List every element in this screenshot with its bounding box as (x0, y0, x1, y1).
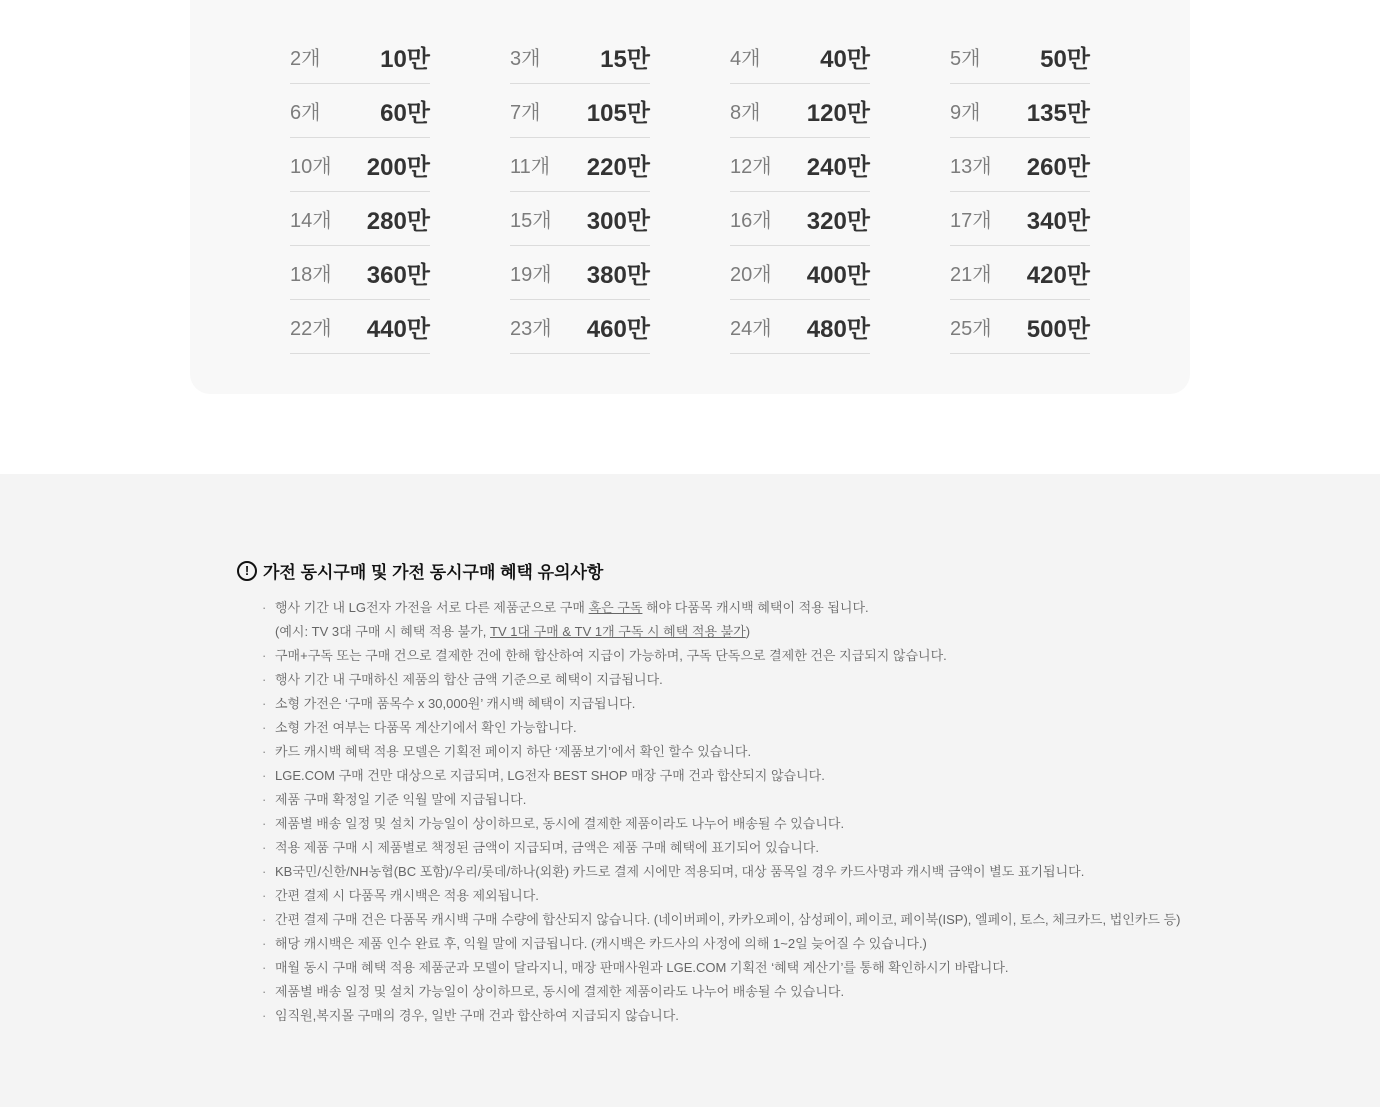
bullet: · (262, 720, 267, 735)
cashback-amount: 120만 (806, 100, 870, 127)
notice-text: ) (745, 624, 751, 639)
notice-text: 행사 기간 내 구매하신 제품의 합산 금액 기준으로 혜택이 지급됩니다. (275, 672, 663, 687)
quantity-label: 24개 (730, 318, 772, 340)
cashback-amount: 40만 (820, 46, 870, 73)
notice-item (262, 1004, 1262, 1028)
bullet: · (262, 696, 267, 711)
notice-item-example (262, 620, 1262, 644)
notice-item (262, 644, 1262, 668)
notice-text: 임직원,복지몰 구매의 경우, 일반 구매 건과 합산하여 지급되지 않습니다. (275, 1008, 679, 1023)
notice-text: (예시: TV 3대 구매 시 혜택 적용 불가, (275, 624, 490, 639)
quantity-label: 2개 (290, 48, 321, 70)
bullet: · (262, 1008, 267, 1023)
quantity-label: 8개 (730, 102, 761, 124)
cashback-cell (730, 246, 870, 300)
cashback-cell (290, 138, 430, 192)
notice-text: 간편 결제 시 다품목 캐시백은 적용 제외됩니다. (275, 888, 539, 903)
cashback-cell (290, 192, 430, 246)
quantity-label: 5개 (950, 48, 981, 70)
alert-circle-icon: ! (237, 561, 257, 581)
quantity-label: 21개 (950, 264, 992, 286)
notice-text: 매월 동시 구매 혜택 적용 제품군과 모델이 달라지니, 매장 판매사원과 LGE.COM 기획전 ‘혜택 계산기’를 통해 확인하시기 바랍니다. (275, 960, 1009, 975)
cashback-cell (950, 84, 1090, 138)
notice-title: 가전 동시구매 및 가전 동시구매 혜택 유의사항 (263, 563, 604, 582)
notice-text: 소형 가전은 ‘구매 품목수 x 30,000원’ 캐시백 혜택이 지급됩니다. (275, 696, 636, 711)
cashback-amount: 135만 (1026, 100, 1090, 127)
notice-text: 적용 제품 구매 시 제품별로 책정된 금액이 지급되며, 금액은 제품 구매 혜택에 표기되어 있습니다. (275, 840, 819, 855)
quantity-label: 16개 (730, 210, 772, 232)
notice-header (237, 558, 603, 583)
quantity-label: 22개 (290, 318, 332, 340)
cashback-cell (510, 300, 650, 354)
bullet: · (262, 792, 267, 807)
cashback-cell (290, 246, 430, 300)
notice-text: KB국민/신한/NH농협(BC 포함)/우리/롯데/하나(외환) 카드로 결제 시에만 적용되며, 대상 품목일 경우 카드사명과 캐시백 금액이 별도 표기됩니다. (275, 864, 1085, 879)
notice-underlined-text: TV 1대 구매 & TV 1개 구독 시 혜택 적용 불가 (490, 624, 746, 639)
bullet: · (262, 840, 267, 855)
cashback-cell (950, 192, 1090, 246)
cashback-amount: 460만 (586, 316, 650, 343)
notice-text: 해야 다품목 캐시백 혜택이 적용 됩니다. (642, 600, 869, 615)
notice-section (0, 474, 1380, 1107)
quantity-label: 11개 (510, 156, 551, 178)
cashback-amount: 240만 (806, 154, 870, 181)
notice-text: 해당 캐시백은 제품 인수 완료 후, 익월 말에 지급됩니다. (캐시백은 카드사의 사정에 의해 1~2일 늦어질 수 있습니다.) (275, 936, 927, 951)
notice-text: 제품 구매 확정일 기준 익월 말에 지급됩니다. (275, 792, 527, 807)
notice-item (262, 692, 1262, 716)
bullet: · (262, 768, 267, 783)
cashback-amount: 380만 (586, 262, 650, 289)
notice-text: 간편 결제 구매 건은 다품목 캐시백 구매 수량에 합산되지 않습니다. (네이버페이, 카카오페이, 삼성페이, 페이코, 페이북(ISP), 엘페이, 토스, 체크카드, 법인카드 등) (275, 912, 1181, 927)
cashback-amount: 440만 (366, 316, 430, 343)
quantity-label: 10개 (290, 156, 332, 178)
quantity-label: 20개 (730, 264, 772, 286)
notice-item (262, 788, 1262, 812)
cashback-cell (730, 300, 870, 354)
bullet: · (262, 648, 267, 663)
cashback-cell (730, 84, 870, 138)
quantity-label: 14개 (290, 210, 332, 232)
cashback-amount: 360만 (366, 262, 430, 289)
cashback-cell (510, 192, 650, 246)
quantity-label: 17개 (950, 210, 992, 232)
cashback-cell (950, 138, 1090, 192)
notice-item (262, 836, 1262, 860)
notice-item (262, 860, 1262, 884)
cashback-amount: 50만 (1040, 46, 1090, 73)
cashback-amount: 480만 (806, 316, 870, 343)
cashback-amount: 400만 (806, 262, 870, 289)
cashback-table-card (190, 0, 1190, 394)
cashback-amount: 15만 (600, 46, 650, 73)
bullet: · (262, 888, 267, 903)
notice-list (262, 596, 1262, 1028)
cashback-cell (510, 246, 650, 300)
quantity-label: 23개 (510, 318, 552, 340)
notice-item (262, 740, 1262, 764)
notice-text: 소형 가전 여부는 다품목 계산기에서 확인 가능합니다. (275, 720, 577, 735)
cashback-amount: 60만 (380, 100, 430, 127)
quantity-label: 7개 (510, 102, 541, 124)
bullet: · (262, 672, 267, 687)
notice-item (262, 908, 1262, 932)
quantity-label: 15개 (510, 210, 552, 232)
notice-text: 제품별 배송 일정 및 설치 가능일이 상이하므로, 동시에 결제한 제품이라도 나누어 배송될 수 있습니다. (275, 984, 845, 999)
bullet: · (262, 984, 267, 999)
quantity-label: 13개 (950, 156, 992, 178)
bullet: · (262, 960, 267, 975)
notice-item (262, 716, 1262, 740)
cashback-cell (730, 192, 870, 246)
notice-item (262, 884, 1262, 908)
cashback-amount: 10만 (380, 46, 430, 73)
notice-item (262, 764, 1262, 788)
cashback-amount: 340만 (1026, 208, 1090, 235)
bullet: · (262, 936, 267, 951)
notice-underlined-text: 혹은 구독 (588, 600, 643, 615)
bullet: · (262, 864, 267, 879)
quantity-label: 4개 (730, 48, 761, 70)
cashback-grid (290, 30, 1090, 354)
cashback-amount: 260만 (1026, 154, 1090, 181)
cashback-amount: 300만 (586, 208, 650, 235)
quantity-label: 25개 (950, 318, 992, 340)
cashback-amount: 500만 (1026, 316, 1090, 343)
notice-item (262, 932, 1262, 956)
cashback-cell (510, 138, 650, 192)
cashback-cell (730, 30, 870, 84)
notice-text: 카드 캐시백 혜택 적용 모델은 기획전 페이지 하단 ‘제품보기’에서 확인 할수 있습니다. (275, 744, 752, 759)
quantity-label: 9개 (950, 102, 981, 124)
bullet: · (262, 600, 267, 615)
cashback-cell (950, 246, 1090, 300)
notice-text: 행사 기간 내 LG전자 가전을 서로 다른 제품군으로 구매 (275, 600, 589, 615)
notice-text: 제품별 배송 일정 및 설치 가능일이 상이하므로, 동시에 결제한 제품이라도 나누어 배송될 수 있습니다. (275, 816, 845, 831)
cashback-cell (510, 84, 650, 138)
notice-item (262, 668, 1262, 692)
cashback-cell (510, 30, 650, 84)
bullet: · (262, 744, 267, 759)
cashback-cell (950, 300, 1090, 354)
quantity-label: 3개 (510, 48, 541, 70)
quantity-label: 12개 (730, 156, 772, 178)
quantity-label: 19개 (510, 264, 552, 286)
notice-item (262, 980, 1262, 1004)
cashback-amount: 280만 (366, 208, 430, 235)
cashback-cell (290, 84, 430, 138)
notice-item (262, 812, 1262, 836)
notice-text: LGE.COM 구매 건만 대상으로 지급되며, LG전자 BEST SHOP 매장 구매 건과 합산되지 않습니다. (275, 768, 825, 783)
cashback-amount: 220만 (586, 154, 650, 181)
quantity-label: 6개 (290, 102, 321, 124)
bullet: · (262, 912, 267, 927)
cashback-cell (730, 138, 870, 192)
cashback-amount: 200만 (366, 154, 430, 181)
cashback-cell (950, 30, 1090, 84)
notice-item (262, 956, 1262, 980)
cashback-cell (290, 30, 430, 84)
bullet: · (262, 816, 267, 831)
cashback-cell (290, 300, 430, 354)
quantity-label: 18개 (290, 264, 332, 286)
cashback-amount: 105만 (586, 100, 650, 127)
notice-item (262, 596, 1262, 620)
notice-text: 구매+구독 또는 구매 건으로 결제한 건에 한해 합산하여 지급이 가능하며, 구독 단독으로 결제한 건은 지급되지 않습니다. (275, 648, 947, 663)
cashback-amount: 420만 (1026, 262, 1090, 289)
cashback-amount: 320만 (806, 208, 870, 235)
